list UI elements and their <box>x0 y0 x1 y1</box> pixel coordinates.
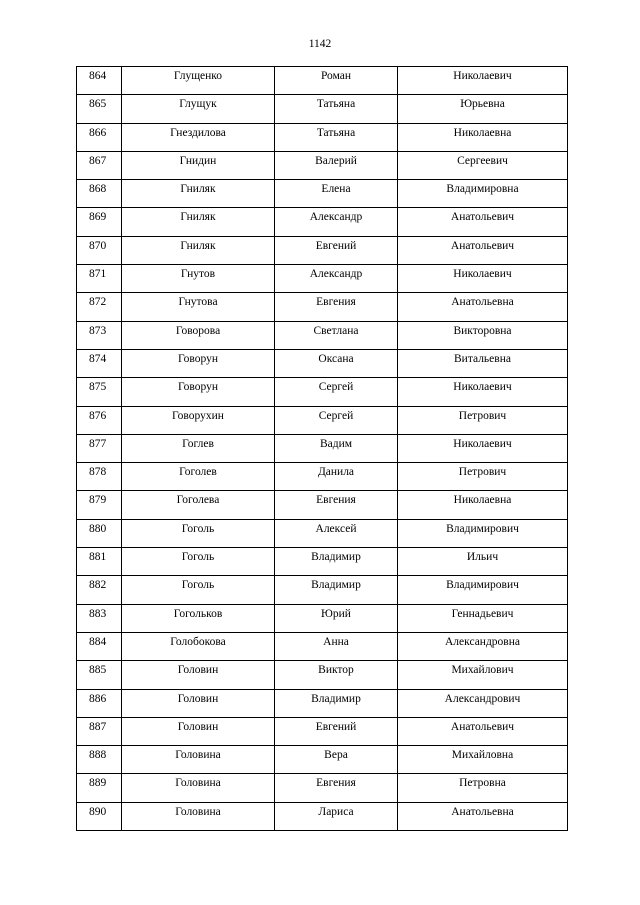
patronymic-text: Геннадьевич <box>451 607 514 620</box>
row-number-cell <box>77 661 122 689</box>
table-row <box>77 689 568 717</box>
first-name-cell <box>275 491 398 519</box>
first-name-text: Татьяна <box>316 126 356 139</box>
last-name-cell <box>122 236 275 264</box>
patronymic-cell <box>398 632 568 660</box>
last-name-cell <box>122 123 275 151</box>
row-number-text: 885 <box>89 664 107 677</box>
row-number-cell <box>77 604 122 632</box>
row-number-cell <box>77 746 122 774</box>
patronymic-cell <box>398 463 568 491</box>
first-name-cell <box>275 463 398 491</box>
patronymic-cell <box>398 548 568 576</box>
last-name-cell <box>122 265 275 293</box>
table-row <box>77 349 568 377</box>
patronymic-cell <box>398 661 568 689</box>
patronymic-cell <box>398 491 568 519</box>
row-number-cell <box>77 519 122 547</box>
last-name-cell <box>122 67 275 95</box>
first-name-text: Роман <box>320 70 352 82</box>
first-name-text: Вера <box>324 749 348 762</box>
patronymic-cell <box>398 689 568 717</box>
patronymic-cell <box>398 378 568 406</box>
row-number-text: 884 <box>89 635 107 648</box>
patronymic-text: Анатольевич <box>450 239 515 252</box>
row-number-cell <box>77 802 122 830</box>
patronymic-cell <box>398 434 568 462</box>
first-name-cell <box>275 576 398 604</box>
patronymic-text: Витальевна <box>454 352 511 365</box>
last-name-cell <box>122 208 275 236</box>
first-name-cell <box>275 519 398 547</box>
patronymic-text: Александрович <box>444 692 521 705</box>
row-number-cell <box>77 548 122 576</box>
table-row <box>77 774 568 802</box>
table-row <box>77 236 568 264</box>
row-number-cell <box>77 378 122 406</box>
row-number-text: 883 <box>89 607 107 620</box>
patronymic-cell <box>398 151 568 179</box>
first-name-cell <box>275 265 398 293</box>
patronymic-cell <box>398 265 568 293</box>
patronymic-text: Юрьевна <box>460 98 505 111</box>
table-row <box>77 434 568 462</box>
last-name-text: Говорухин <box>172 409 224 422</box>
row-number-text: 888 <box>89 749 107 762</box>
patronymic-cell <box>398 576 568 604</box>
patronymic-cell <box>398 406 568 434</box>
row-number-text: 886 <box>89 692 107 705</box>
first-name-text: Александр <box>309 268 363 281</box>
first-name-text: Виктор <box>318 664 354 677</box>
patronymic-text: Владимирович <box>446 522 519 535</box>
row-number-text: 889 <box>89 777 107 790</box>
first-name-text: Валерий <box>315 154 357 167</box>
row-number-text: 882 <box>89 579 107 592</box>
last-name-cell <box>122 661 275 689</box>
last-name-cell <box>122 463 275 491</box>
row-number-text: 879 <box>89 494 107 507</box>
last-name-text: Гоголев <box>179 466 217 479</box>
patronymic-text: Владимировна <box>446 183 519 196</box>
row-number-text: 874 <box>89 352 107 365</box>
last-name-cell <box>122 378 275 406</box>
last-name-cell <box>122 548 275 576</box>
first-name-text: Евгений <box>315 720 357 733</box>
patronymic-cell <box>398 774 568 802</box>
last-name-cell <box>122 434 275 462</box>
row-number-text: 872 <box>89 296 107 309</box>
row-number-cell <box>77 67 122 95</box>
row-number-text: 877 <box>89 437 107 450</box>
first-name-text: Александр <box>309 211 363 224</box>
first-name-cell <box>275 349 398 377</box>
first-name-text: Вадим <box>319 437 353 450</box>
first-name-cell <box>275 802 398 830</box>
row-number-cell <box>77 123 122 151</box>
last-name-cell <box>122 519 275 547</box>
row-number-text: 870 <box>89 239 107 252</box>
row-number-cell <box>77 265 122 293</box>
last-name-text: Гнездилова <box>170 126 226 139</box>
last-name-cell <box>122 774 275 802</box>
first-name-cell <box>275 321 398 349</box>
names-table <box>76 66 568 831</box>
last-name-text: Головин <box>177 720 219 733</box>
patronymic-text: Николаевич <box>453 381 512 394</box>
table-row <box>77 180 568 208</box>
table-row <box>77 95 568 123</box>
patronymic-cell <box>398 123 568 151</box>
last-name-text: Головина <box>175 749 221 762</box>
last-name-text: Гниляк <box>180 239 216 252</box>
row-number-text: 876 <box>89 409 107 422</box>
first-name-text: Евгения <box>316 494 356 507</box>
row-number-cell <box>77 95 122 123</box>
first-name-text: Владимир <box>311 551 361 564</box>
last-name-text: Гогольков <box>173 607 223 620</box>
last-name-text: Гниляк <box>180 211 216 224</box>
first-name-cell <box>275 95 398 123</box>
table-row <box>77 463 568 491</box>
row-number-cell <box>77 491 122 519</box>
table-row <box>77 717 568 745</box>
first-name-cell <box>275 746 398 774</box>
row-number-text: 864 <box>89 70 107 82</box>
patronymic-text: Петровна <box>459 777 506 790</box>
first-name-text: Анна <box>323 635 349 648</box>
last-name-text: Головина <box>175 805 221 818</box>
first-name-text: Алексей <box>315 522 357 535</box>
row-number-cell <box>77 717 122 745</box>
row-number-cell <box>77 576 122 604</box>
row-number-cell <box>77 180 122 208</box>
first-name-cell <box>275 123 398 151</box>
last-name-text: Говорун <box>178 381 218 394</box>
patronymic-text: Николаевич <box>453 437 512 450</box>
first-name-cell <box>275 180 398 208</box>
patronymic-cell <box>398 208 568 236</box>
row-number-cell <box>77 208 122 236</box>
patronymic-cell <box>398 349 568 377</box>
last-name-cell <box>122 717 275 745</box>
first-name-cell <box>275 717 398 745</box>
last-name-text: Гоголь <box>181 579 215 592</box>
last-name-cell <box>122 576 275 604</box>
row-number-cell <box>77 293 122 321</box>
first-name-cell <box>275 661 398 689</box>
patronymic-text: Викторовна <box>453 324 512 337</box>
patronymic-cell <box>398 746 568 774</box>
first-name-text: Юрий <box>321 607 351 620</box>
table-row <box>77 265 568 293</box>
row-number-text: 865 <box>89 98 107 111</box>
last-name-cell <box>122 349 275 377</box>
row-number-cell <box>77 151 122 179</box>
row-number-cell <box>77 463 122 491</box>
patronymic-cell <box>398 321 568 349</box>
patronymic-text: Петрович <box>458 409 507 422</box>
last-name-text: Гоголева <box>176 494 220 507</box>
first-name-text: Евгений <box>315 239 357 252</box>
patronymic-cell <box>398 604 568 632</box>
first-name-cell <box>275 378 398 406</box>
patronymic-text: Сергеевич <box>457 154 508 167</box>
last-name-text: Головин <box>177 664 219 677</box>
table-row <box>77 67 568 95</box>
last-name-cell <box>122 180 275 208</box>
first-name-cell <box>275 774 398 802</box>
patronymic-text: Михайловна <box>451 749 514 762</box>
first-name-cell <box>275 689 398 717</box>
patronymic-text: Анатольевна <box>451 296 514 309</box>
first-name-text: Светлана <box>313 324 359 337</box>
patronymic-text: Николаевич <box>453 70 512 82</box>
row-number-text: 867 <box>89 154 107 167</box>
last-name-text: Гоглев <box>182 437 214 450</box>
first-name-cell <box>275 406 398 434</box>
last-name-text: Голобокова <box>170 635 226 648</box>
first-name-text: Данила <box>317 466 355 479</box>
table-row <box>77 491 568 519</box>
first-name-cell <box>275 548 398 576</box>
last-name-text: Гнутова <box>178 296 218 309</box>
first-name-cell <box>275 632 398 660</box>
patronymic-cell <box>398 95 568 123</box>
patronymic-text: Анатольевич <box>450 211 515 224</box>
patronymic-cell <box>398 717 568 745</box>
first-name-text: Елена <box>321 183 351 196</box>
row-number-text: 890 <box>89 805 107 818</box>
table-row <box>77 548 568 576</box>
first-name-text: Сергей <box>318 409 354 422</box>
patronymic-text: Николаевна <box>453 494 512 507</box>
row-number-cell <box>77 689 122 717</box>
last-name-cell <box>122 406 275 434</box>
table-body <box>77 67 568 831</box>
row-number-text: 873 <box>89 324 107 337</box>
last-name-text: Головин <box>177 692 219 705</box>
row-number-text: 869 <box>89 211 107 224</box>
last-name-text: Глущук <box>179 98 217 111</box>
first-name-text: Лариса <box>318 805 354 818</box>
table-row <box>77 661 568 689</box>
last-name-text: Головина <box>175 777 221 790</box>
patronymic-text: Михайлович <box>451 664 514 677</box>
first-name-text: Владимир <box>311 692 361 705</box>
first-name-cell <box>275 293 398 321</box>
row-number-text: 871 <box>89 268 107 281</box>
table-row <box>77 632 568 660</box>
row-number-text: 887 <box>89 720 107 733</box>
row-number-text: 868 <box>89 183 107 196</box>
patronymic-text: Петрович <box>458 466 507 479</box>
table-row <box>77 802 568 830</box>
table-row <box>77 406 568 434</box>
row-number-cell <box>77 349 122 377</box>
first-name-cell <box>275 434 398 462</box>
first-name-cell <box>275 236 398 264</box>
first-name-text: Оксана <box>318 352 354 365</box>
patronymic-cell <box>398 236 568 264</box>
first-name-cell <box>275 67 398 95</box>
first-name-text: Владимир <box>311 579 361 592</box>
patronymic-cell <box>398 180 568 208</box>
table-row <box>77 123 568 151</box>
last-name-cell <box>122 632 275 660</box>
last-name-text: Гоголь <box>181 551 215 564</box>
first-name-text: Сергей <box>318 381 354 394</box>
table-row <box>77 746 568 774</box>
last-name-cell <box>122 95 275 123</box>
patronymic-text: Анатольевич <box>450 720 515 733</box>
last-name-text: Глущенко <box>173 70 223 82</box>
first-name-cell <box>275 604 398 632</box>
first-name-text: Евгения <box>316 296 356 309</box>
table-row <box>77 519 568 547</box>
last-name-text: Гнутов <box>180 268 216 281</box>
row-number-cell <box>77 774 122 802</box>
table-row <box>77 604 568 632</box>
row-number-cell <box>77 236 122 264</box>
row-number-text: 880 <box>89 522 107 535</box>
row-number-text: 881 <box>89 551 107 564</box>
first-name-cell <box>275 151 398 179</box>
row-number-cell <box>77 321 122 349</box>
last-name-text: Говорова <box>175 324 221 337</box>
patronymic-cell <box>398 519 568 547</box>
last-name-text: Гниляк <box>180 183 216 196</box>
row-number-cell <box>77 406 122 434</box>
last-name-cell <box>122 491 275 519</box>
row-number-text: 878 <box>89 466 107 479</box>
last-name-cell <box>122 293 275 321</box>
table-row <box>77 208 568 236</box>
patronymic-cell <box>398 67 568 95</box>
first-name-text: Татьяна <box>316 98 356 111</box>
last-name-text: Говорун <box>178 352 218 365</box>
last-name-text: Гоголь <box>181 522 215 535</box>
patronymic-cell <box>398 293 568 321</box>
row-number-cell <box>77 434 122 462</box>
table-row <box>77 321 568 349</box>
page-number: 1142 <box>308 38 332 50</box>
last-name-cell <box>122 321 275 349</box>
patronymic-text: Александровна <box>445 635 520 648</box>
last-name-text: Гнидин <box>179 154 217 167</box>
last-name-cell <box>122 746 275 774</box>
patronymic-cell <box>398 802 568 830</box>
first-name-cell <box>275 208 398 236</box>
patronymic-text: Николаевна <box>453 126 512 139</box>
table-row <box>77 378 568 406</box>
last-name-cell <box>122 802 275 830</box>
last-name-cell <box>122 604 275 632</box>
patronymic-text: Анатольевна <box>451 805 514 818</box>
first-name-text: Евгения <box>316 777 356 790</box>
patronymic-text: Николаевич <box>453 268 512 281</box>
last-name-cell <box>122 151 275 179</box>
patronymic-text: Ильич <box>466 551 499 564</box>
table-row <box>77 293 568 321</box>
row-number-text: 875 <box>89 381 107 394</box>
patronymic-text: Владимирович <box>446 579 519 592</box>
row-number-cell <box>77 632 122 660</box>
last-name-cell <box>122 689 275 717</box>
table-row <box>77 151 568 179</box>
table-row <box>77 576 568 604</box>
row-number-text: 866 <box>89 126 107 139</box>
